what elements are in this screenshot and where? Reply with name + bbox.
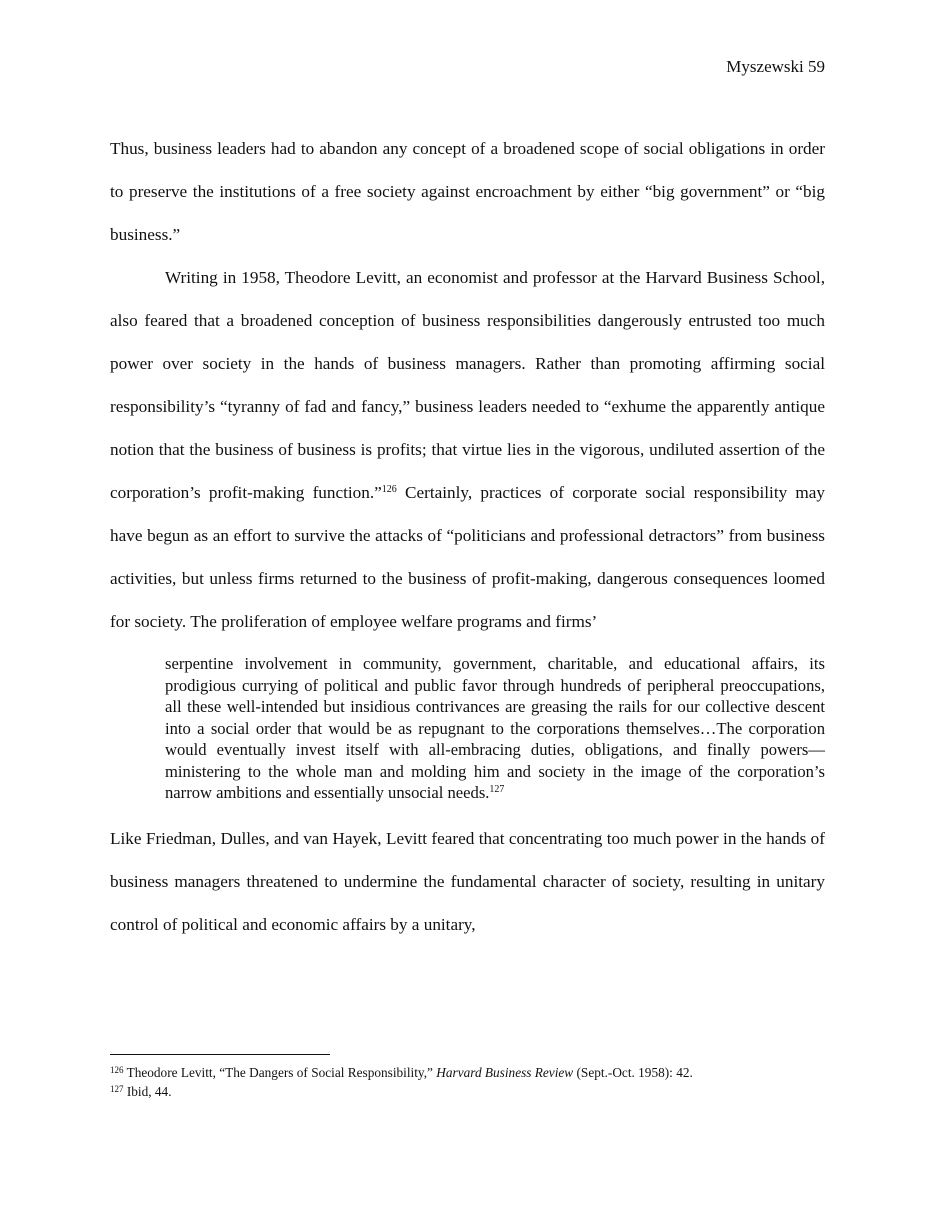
footnote-number: 127 <box>110 1084 124 1094</box>
footnote-divider <box>110 1054 330 1055</box>
quote-text: serpentine involvement in community, government, charitable, and educational affairs, its prodigious currying of political and public favor through hundreds of peripheral preoccupations, all these well-intended but insidious contrivances are greasing the rails for our collective descent into a social order that would be as repugnant to the corporations themselves…The corporation would eventually invest itself with all-embracing duties, obligations, and finally powers—ministering to the whole man and molding him and society in the image of the corporation’s narrow ambitions and essentially unsocial needs. <box>165 654 825 802</box>
footnotes <box>110 1063 850 1101</box>
footnote-text: (Sept.-Oct. 1958): 42. <box>573 1065 693 1080</box>
footnote-ref-127: 127 <box>489 784 505 795</box>
paragraph-text: Certainly, practices of corporate social responsibility may have begun as an effort to survive the attacks of “politicians and professional detractors” from business activities, but unless firms returned to the business of profit-making, dangerous consequences loomed for society. The proliferation of employee welfare programs and firms’ <box>110 483 825 631</box>
footnote-text: Theodore Levitt, “The Dangers of Social Responsibility,” <box>123 1065 437 1080</box>
footnote-journal-title: Harvard Business Review <box>436 1065 574 1080</box>
footnote-ref-126: 126 <box>381 484 397 495</box>
paragraph-friedman: Like Friedman, Dulles, and van Hayek, Levitt feared that concentrating too much power in the hands of business managers threatened to undermine the fundamental character of society, resulting in unitary control of political and economic affairs by a unitary, <box>110 828 825 934</box>
paragraph-continuation: Thus, business leaders had to abandon any concept of a broadened scope of social obligations in order to preserve the institutions of a free society against encroachment by either “big government” or “big business.” <box>110 139 825 244</box>
body-text <box>110 127 825 946</box>
footnote-number: 126 <box>110 1065 124 1075</box>
footnote-text: Ibid, 44. <box>123 1084 172 1099</box>
footnote-127 <box>110 1082 850 1101</box>
page-header <box>726 55 825 79</box>
page-number-label: Myszewski 59 <box>726 57 825 76</box>
block-quote <box>110 643 825 817</box>
paragraph-levitt <box>110 256 825 643</box>
footnote-126 <box>110 1063 850 1082</box>
paragraph-text: Writing in 1958, Theodore Levitt, an economist and professor at the Harvard Business School, also feared that a broadened conception of business responsibilities dangerously entrusted too much power over society in the hands of business managers. Rather than promoting affirming social responsibility’s “tyranny of fad and fancy,” business leaders needed to “exhume the apparently antique notion that the business of business is profits; that virtue lies in the vigorous, undiluted assertion of the corporation’s profit-making function.” <box>110 268 825 502</box>
